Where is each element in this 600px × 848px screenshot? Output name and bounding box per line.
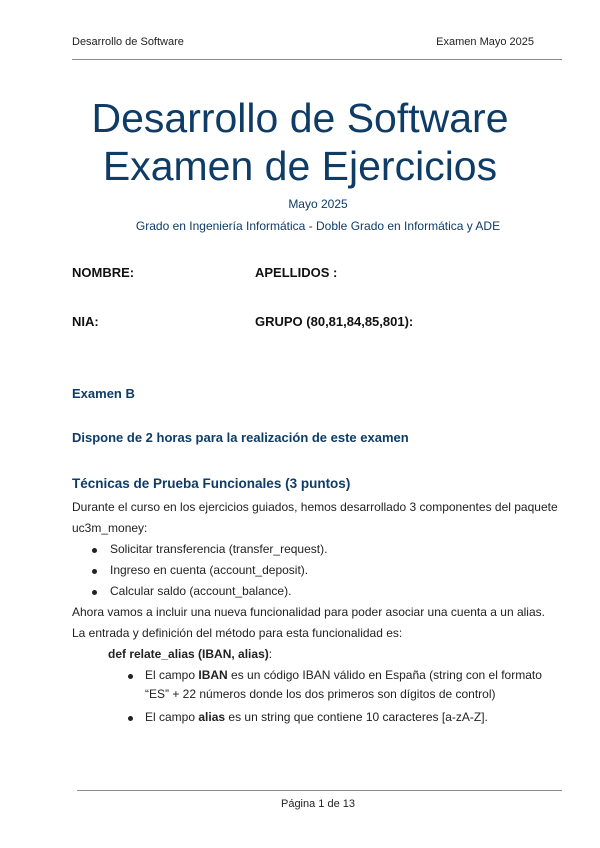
method-signature-colon: : xyxy=(268,647,273,661)
page-number: Página 1 de 13 xyxy=(280,798,355,810)
list-item xyxy=(110,560,308,581)
header-divider xyxy=(72,59,562,60)
bullet-icon xyxy=(92,569,97,574)
intro-line-1: Durante el curso en los ejercicios guiados, hemos desarrollado 3 componentes del paquete xyxy=(72,500,558,514)
iban-rule-continuation: “ES” + 22 números donde los dos primeros son dígitos de control) xyxy=(145,687,496,701)
list-item xyxy=(110,539,327,560)
page-header xyxy=(72,36,538,50)
iban-rule-prefix: El campo xyxy=(145,668,199,682)
title-line-1: Desarrollo de Software xyxy=(91,95,509,141)
iban-rule-text: es un código IBAN válido en España (string con el formato xyxy=(227,668,542,682)
definition-intro-text: La entrada y definición del método para esta funcionalidad es: xyxy=(72,626,403,640)
bullet-icon xyxy=(92,548,97,553)
footer-divider xyxy=(77,790,562,791)
method-signature xyxy=(108,644,272,665)
intro-line-2: uc3m_money: xyxy=(72,521,148,535)
document-title xyxy=(0,94,600,190)
iban-rule-field: IBAN xyxy=(198,668,228,682)
list-item xyxy=(110,581,291,602)
time-notice-heading: Dispone de 2 horas para la realización de este examen xyxy=(72,430,409,445)
bullet-icon xyxy=(128,674,133,679)
nia-label: NIA: xyxy=(72,314,99,329)
bullet-icon xyxy=(92,590,97,595)
exam-variant-heading: Examen B xyxy=(72,386,135,401)
header-course: Desarrollo de Software xyxy=(72,36,184,48)
subtitle-degree: Grado en Ingeniería Informática - Doble Grado en Informática y ADE xyxy=(135,219,501,233)
new-feature-text: Ahora vamos a incluir una nueva funcionalidad para poder asociar una cuenta a un alias. xyxy=(72,605,545,619)
component-text: Solicitar transferencia (transfer_request). xyxy=(110,542,328,556)
alias-rule-prefix: El campo xyxy=(145,710,199,724)
apellidos-label: APELLIDOS : xyxy=(255,265,338,280)
method-signature-code: def relate_alias (IBAN, alias) xyxy=(108,647,269,661)
title-line-2: Examen de Ejercicios xyxy=(102,143,498,189)
component-text: Ingreso en cuenta (account_deposit). xyxy=(110,563,309,577)
list-item xyxy=(145,707,488,728)
nombre-label: NOMBRE: xyxy=(72,265,135,280)
grupo-label: GRUPO (80,81,84,85,801): xyxy=(255,314,414,329)
alias-rule-text: es un string que contiene 10 caracteres [a-zA-Z]. xyxy=(225,710,488,724)
subtitle-date: Mayo 2025 xyxy=(288,197,348,211)
list-item xyxy=(145,665,542,686)
section-heading: Técnicas de Prueba Funcionales (3 puntos) xyxy=(72,476,351,491)
alias-rule-field: alias xyxy=(198,710,226,724)
bullet-icon xyxy=(128,716,133,721)
header-exam-date: Examen Mayo 2025 xyxy=(436,36,534,48)
component-text: Calcular saldo (account_balance). xyxy=(110,584,292,598)
